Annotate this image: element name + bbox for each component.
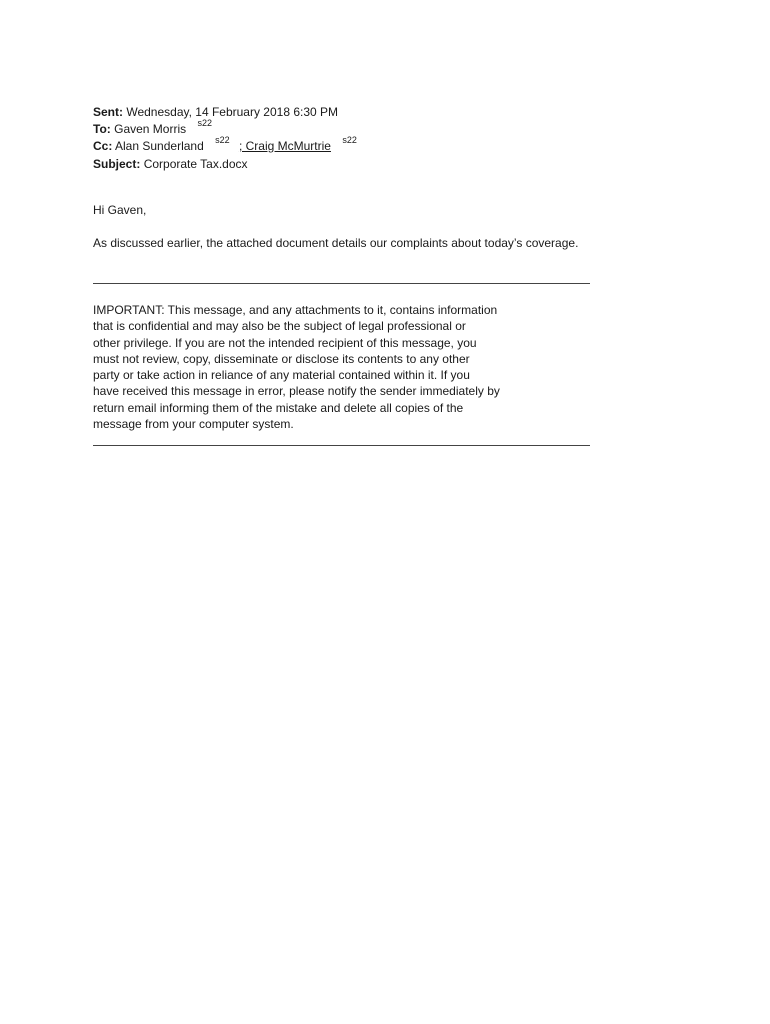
email-header [93,104,357,172]
to-redaction-mark: s22 [197,117,212,128]
cc-label: Cc: [93,139,113,153]
to-label: To: [93,121,111,136]
cc-line [93,135,357,156]
disclaimer-line: party or take action in reliance of any material contained within it. If you [93,368,470,383]
intro-paragraph: As discussed earlier, the attached document details our complaints about today’s coverage. [93,236,579,250]
to-value: Gaven Morris [114,121,187,136]
cc-recipient-link[interactable]: ; Craig McMurtrie [238,139,331,153]
sent-label: Sent: [93,105,123,119]
sent-line [93,104,357,121]
cc-value: Alan Sunderland [115,139,204,153]
disclaimer-line: return email informing them of the mistake and delete all copies of the [93,400,464,415]
sent-value: Wednesday, 14 February 2018 6:30 PM [126,105,339,119]
subject-value: Corporate Tax.docx [143,156,248,171]
disclaimer-line: have received this message in error, please notify the sender immediately by [93,384,500,399]
cc-redaction-mark-2: s22 [342,135,357,145]
disclaimer-line: IMPORTANT: This message, and any attachments to it, contains information [93,303,498,317]
subject-label: Subject: [93,156,141,171]
disclaimer-line: must not review, copy, disseminate or disclose its contents to any other [93,351,470,366]
subject-line [93,156,357,173]
divider-bottom [93,445,590,446]
cc-redaction-mark-1: s22 [215,135,230,145]
disclaimer-line: that is confidential and may also be the subject of legal professional or [93,319,466,334]
disclaimer-line: other privilege. If you are not the intended recipient of this message, you [93,335,477,350]
greeting-text: Hi Gaven, [93,203,147,217]
disclaimer-line: message from your computer system. [93,417,294,432]
divider-top [93,283,590,284]
confidentiality-disclaimer [93,302,553,432]
